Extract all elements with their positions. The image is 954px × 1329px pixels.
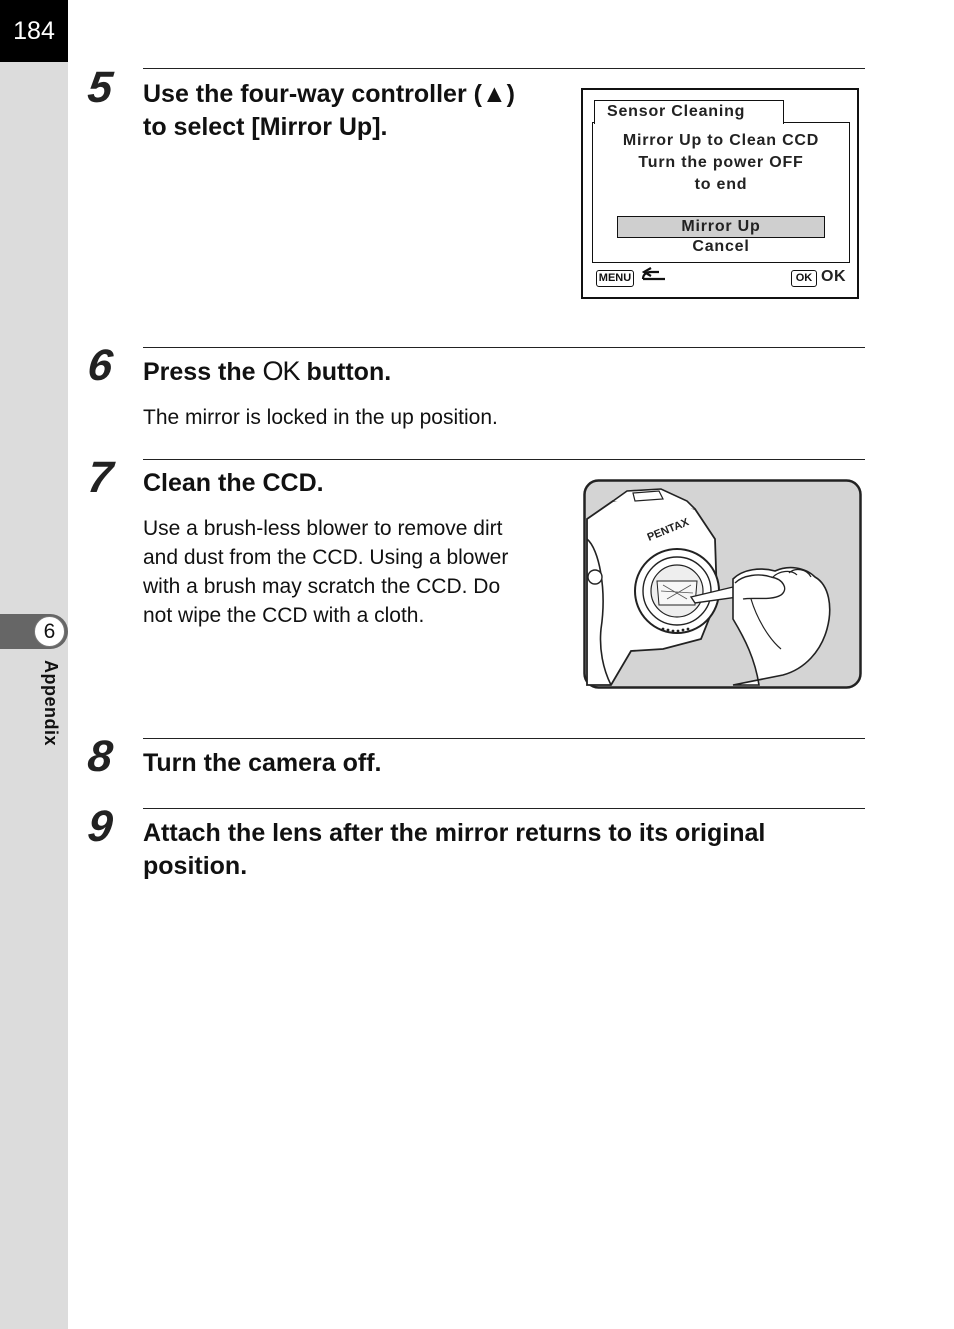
chapter-label: Appendix xyxy=(41,660,61,747)
step-body-line: with a brush may scratch the CCD. Do xyxy=(143,575,501,598)
step-heading-line: Use the four-way controller (▲) xyxy=(143,80,516,108)
step-heading xyxy=(143,78,515,144)
step-divider xyxy=(143,459,865,460)
step-body-line: Use a brush-less blower to remove dirt xyxy=(143,517,503,540)
step-heading xyxy=(143,355,391,389)
step-divider xyxy=(143,347,865,348)
ok-button-glyph: OK xyxy=(262,356,300,386)
step-heading-text: Press the xyxy=(143,358,256,386)
step-body: The mirror is locked in the up position. xyxy=(143,406,498,429)
step-heading: Turn the camera off. xyxy=(143,749,382,777)
lcd-option-cancel[interactable]: Cancel xyxy=(692,238,750,255)
return-arrow-icon xyxy=(639,266,669,288)
step-body xyxy=(143,514,508,630)
step-body-line: and dust from the CCD. Using a blower xyxy=(143,546,509,569)
step-divider xyxy=(143,68,865,69)
lcd-option-mirror-up[interactable]: Mirror Up xyxy=(617,216,825,238)
step-number: 5 xyxy=(85,63,116,112)
camera-cleaning-illustration xyxy=(583,479,862,689)
step-number: 8 xyxy=(85,732,116,781)
step-heading: Clean the CCD. xyxy=(143,469,324,497)
step-number: 9 xyxy=(85,802,116,851)
step-number: 6 xyxy=(85,341,116,390)
lcd-message-line: Turn the power OFF xyxy=(638,154,804,171)
step-divider xyxy=(143,738,865,739)
step-number: 7 xyxy=(85,453,116,502)
step-heading xyxy=(143,817,765,883)
step-heading-line: position. xyxy=(143,852,248,880)
step-heading-line: to select [Mirror Up]. xyxy=(143,113,388,141)
page-number: 184 xyxy=(0,0,68,62)
step-heading-line: Attach the lens after the mirror returns to its original xyxy=(143,819,766,847)
lcd-message-line: to end xyxy=(694,176,748,193)
lcd-message-line: Mirror Up to Clean CCD xyxy=(622,132,820,149)
camera-brand-text: PENTAX xyxy=(645,516,691,544)
lcd-tab-title: Sensor Cleaning xyxy=(594,100,784,124)
menu-button[interactable]: MENU xyxy=(596,270,634,287)
step-heading-text: button. xyxy=(306,358,392,386)
ok-button[interactable]: OK xyxy=(791,270,817,287)
chapter-number: 6 xyxy=(34,616,65,647)
lcd-screen xyxy=(581,88,859,299)
lcd-message xyxy=(592,130,850,196)
ok-label: OK xyxy=(821,268,846,285)
step-divider xyxy=(143,808,865,809)
step-body-line: not wipe the CCD with a cloth. xyxy=(143,604,425,627)
